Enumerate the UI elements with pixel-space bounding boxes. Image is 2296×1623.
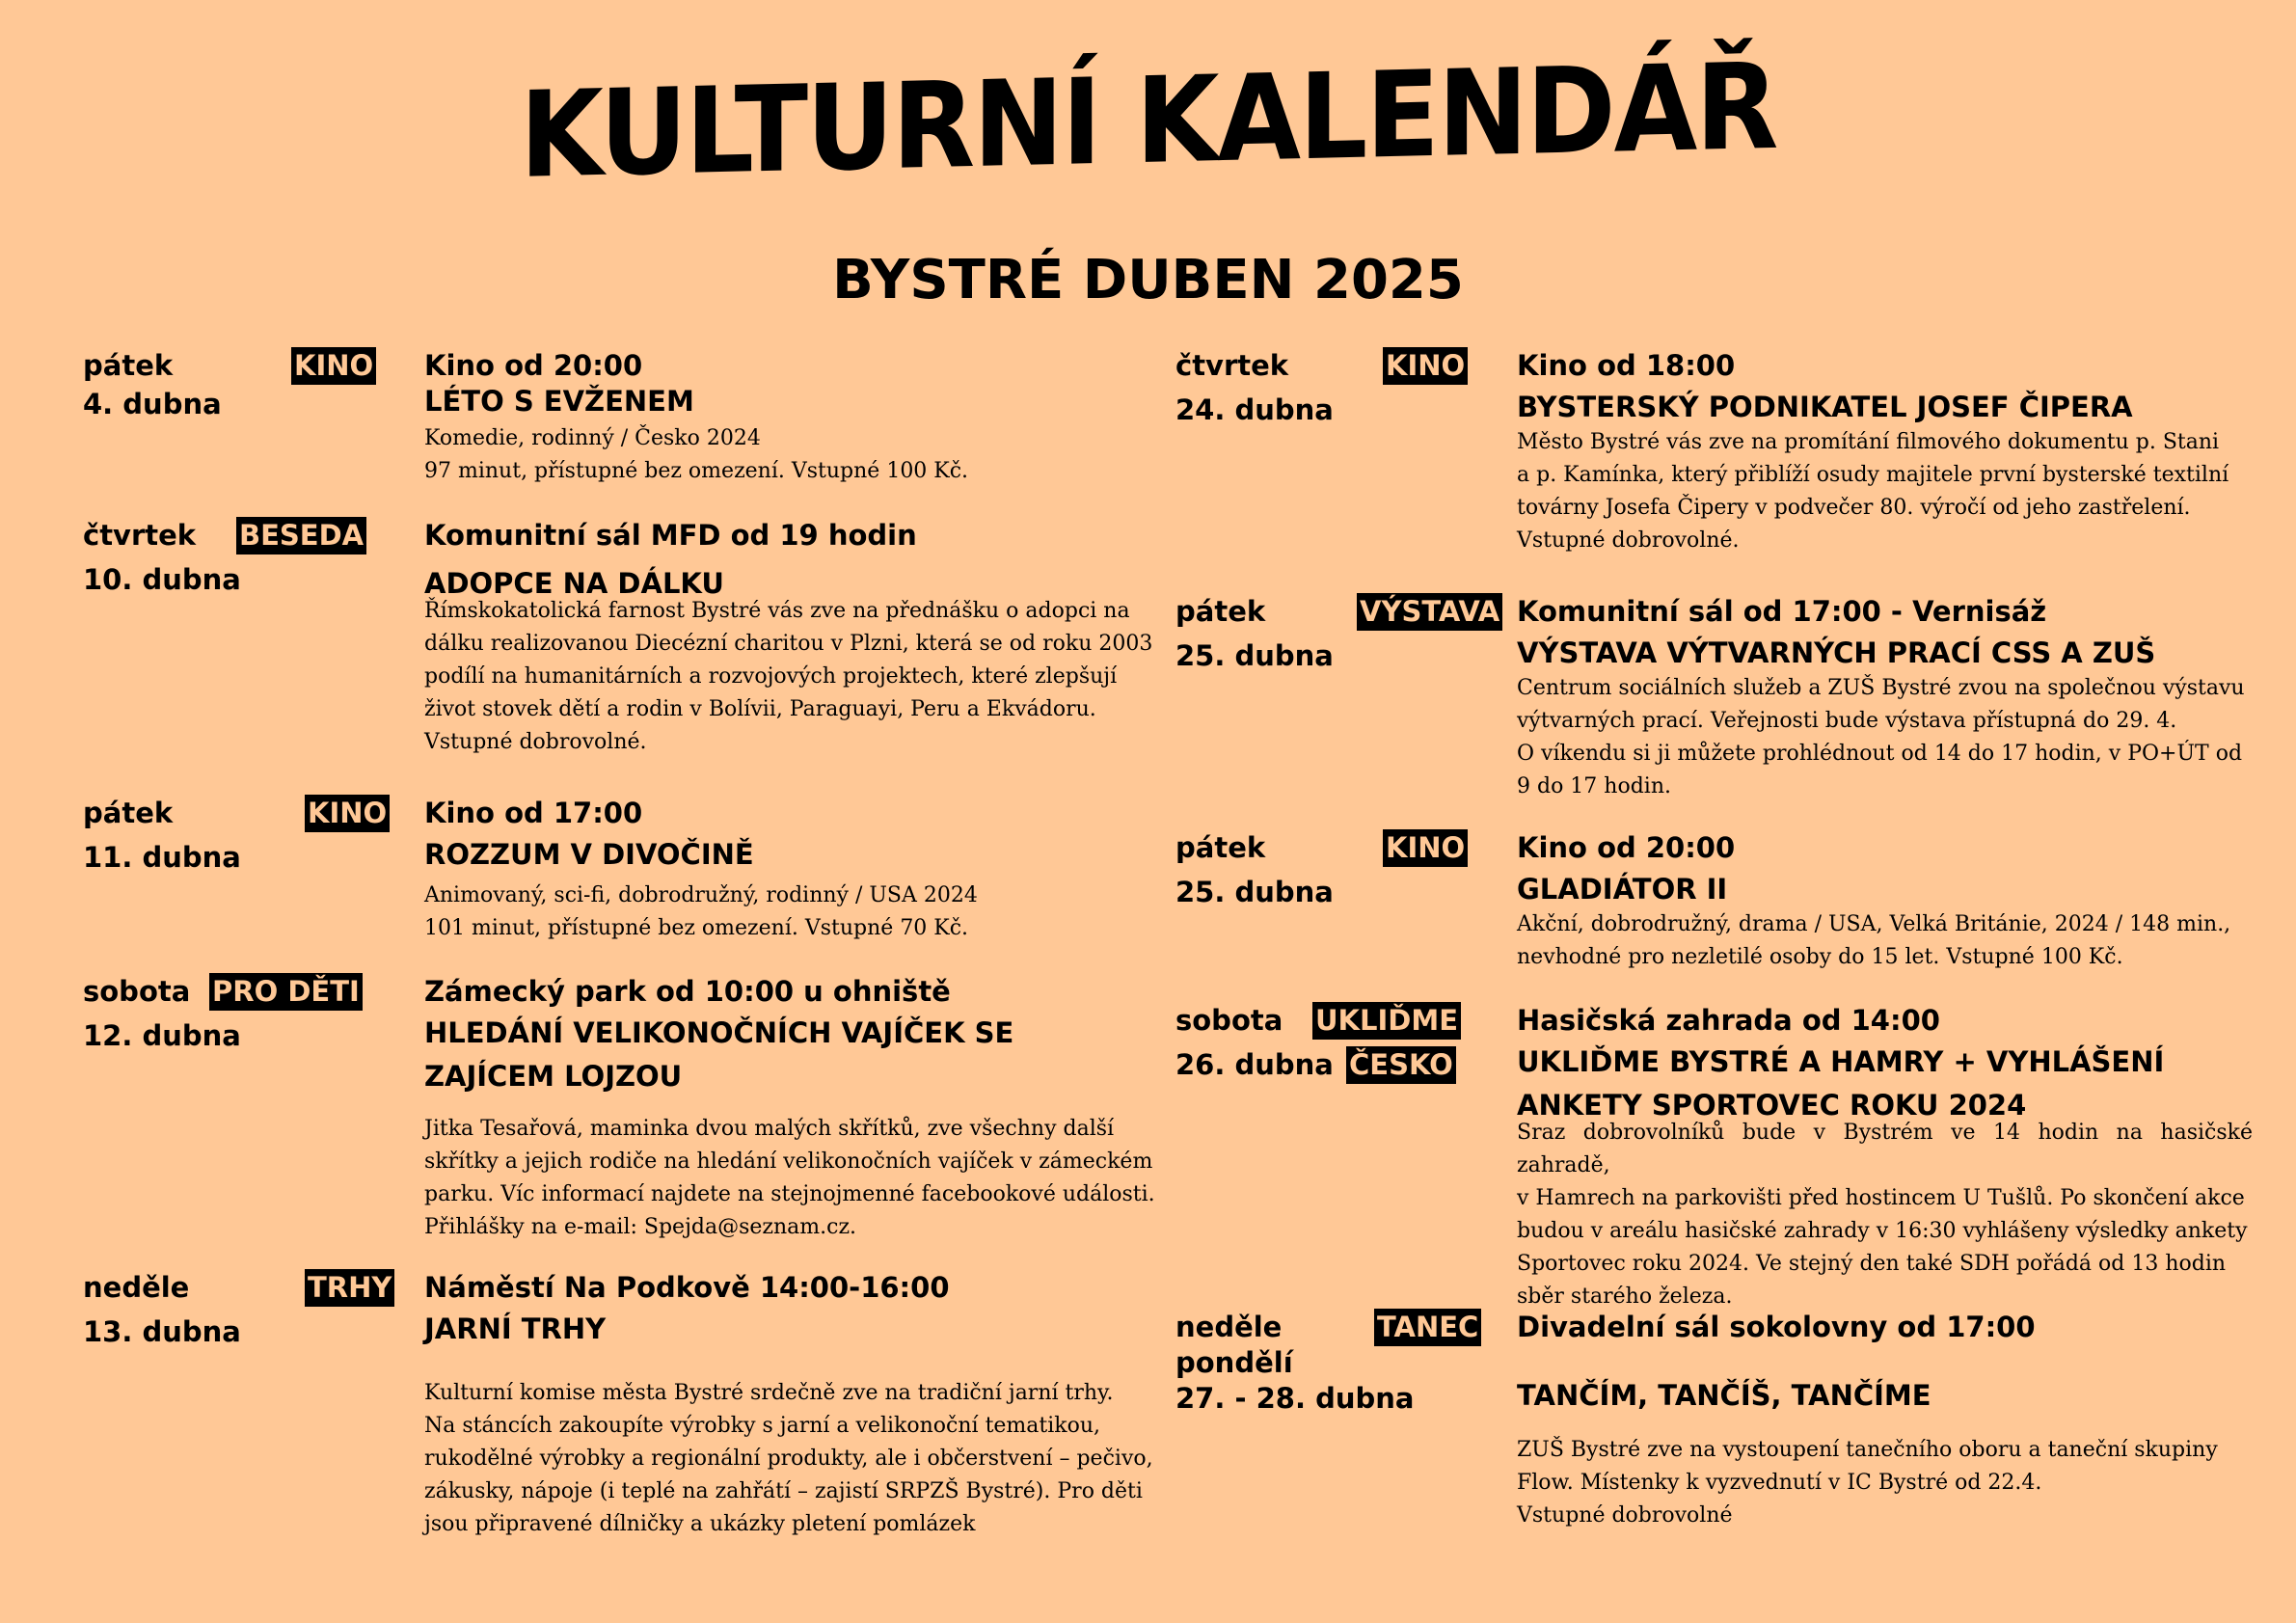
event-venue: Kino od 20:00: [1517, 831, 1736, 864]
description-line: jsou připravené dílničky a ukázky pletení pomlázek: [424, 1512, 976, 1536]
event-date: 12. dubna: [83, 1019, 241, 1052]
description-line: rukodělné výrobky a regionální produkty, ale i občerstvení – pečivo,: [424, 1447, 1153, 1471]
event-gladiator-ii: [1175, 831, 2236, 986]
event-rozzum-v-divocine: [83, 797, 1144, 951]
description-line: Kulturní komise města Bystré srdečně zve na tradiční jarní trhy.: [424, 1381, 1114, 1405]
event-title: ADOPCE NA DÁLKU: [424, 567, 724, 600]
event-day-second: pondělí: [1175, 1346, 1293, 1379]
event-day: sobota: [1175, 1004, 1283, 1037]
event-day: pátek: [1175, 595, 1266, 628]
title-block: [0, 38, 2296, 205]
event-title: LÉTO S EVŽENEM: [424, 385, 694, 418]
event-venue: Komunitní sál MFD od 19 hodin: [424, 519, 917, 552]
description-line: sběr starého železa.: [1517, 1285, 1733, 1309]
event-day: neděle: [1175, 1311, 1283, 1343]
event-date: 27. - 28. dubna: [1175, 1382, 1415, 1415]
event-description: [424, 879, 1196, 945]
event-tag: KINO: [1383, 829, 1468, 867]
event-description: [424, 595, 1157, 759]
description-line: 97 minut, přístupné bez omezení. Vstupné 100 Kč.: [424, 459, 969, 483]
event-date: 24. dubna: [1175, 393, 1334, 426]
event-tag: PRO DĚTI: [209, 973, 363, 1011]
description-line: Sportovec roku 2024. Ve stejný den také SDH pořádá od 13 hodin: [1517, 1252, 2227, 1276]
description-line: Komedie, rodinný / Česko 2024: [424, 426, 761, 450]
event-tag: KINO: [291, 347, 376, 385]
description-line: ZUŠ Bystré zve na vystoupení tanečního oboru a taneční skupiny: [1517, 1438, 2218, 1462]
event-title: TANČÍM, TANČÍŠ, TANČÍME: [1517, 1379, 1931, 1412]
event-title: JARNÍ TRHY: [424, 1312, 607, 1345]
event-leto-s-evzenem: [83, 349, 1144, 494]
description-line: dálku realizovanou Diecézní charitou v Plzni, která se od roku 2003: [424, 632, 1153, 656]
subtitle: BYSTRÉ DUBEN 2025: [832, 249, 1464, 311]
description-line: výtvarných prací. Veřejnosti bude výstava přístupná do 29. 4.: [1517, 709, 2177, 733]
event-title: BYSTERSKÝ PODNIKATEL JOSEF ČIPERA: [1517, 391, 2133, 423]
description-line: Animovaný, sci-fi, dobrodružný, rodinný / USA 2024: [424, 883, 978, 907]
description-line: parku. Víc informací najdete na stejnojmenné facebookové události.: [424, 1182, 1155, 1206]
event-venue: Divadelní sál sokolovny od 17:00: [1517, 1311, 2036, 1343]
event-venue: Náměstí Na Podkově 14:00-16:00: [424, 1271, 950, 1304]
event-date: 4. dubna: [83, 388, 222, 420]
event-venue: Zámecký park od 10:00 u ohniště: [424, 975, 951, 1008]
event-date: 10. dubna: [83, 563, 241, 596]
event-title: HLEDÁNÍ VELIKONOČNÍCH VAJÍČEK SE ZAJÍCEM LOJZOU: [424, 1016, 1014, 1093]
description-line: Přihlášky na e-mail: Spejda@seznam.cz.: [424, 1215, 857, 1239]
event-vystava-css-zus: [1175, 595, 2245, 812]
event-description: [1517, 908, 2288, 974]
event-date: 26. dubna: [1175, 1048, 1334, 1081]
event-day: pátek: [83, 797, 174, 829]
event-description: [1517, 1434, 2288, 1532]
event-hledani-vajicek: [83, 975, 1155, 1255]
event-tag: KINO: [305, 795, 390, 832]
event-day: pátek: [83, 349, 174, 382]
main-title: KULTURNÍ KALENDÁŘ: [519, 38, 1777, 205]
event-tag: TANEC: [1374, 1309, 1481, 1346]
description-line: Vstupné dobrovolné: [1517, 1503, 1733, 1528]
event-description: [424, 1377, 1196, 1541]
event-date: 25. dubna: [1175, 876, 1334, 908]
description-line: O víkendu si ji můžete prohlédnout od 14 do 17 hodin, v PO+ÚT od: [1517, 742, 2243, 766]
event-title: VÝSTAVA VÝTVARNÝCH PRACÍ CSS A ZUŠ: [1517, 636, 2156, 669]
description-line: Vstupné dobrovolné.: [424, 730, 647, 754]
event-venue: Kino od 18:00: [1517, 349, 1736, 382]
description-line: život stovek dětí a rodin v Bolívii, Paraguayi, Peru a Ekvádoru.: [424, 697, 1096, 721]
description-line: továrny Josefa Čipery v podvečer 80. výročí od jeho zastřelení.: [1517, 496, 2191, 520]
event-jarni-trhy: [83, 1271, 1153, 1551]
description-line: a p. Kamínka, který přiblíží osudy majitele první bysterské textilní: [1517, 463, 2229, 487]
event-title: ROZZUM V DIVOČINĚ: [424, 838, 754, 871]
event-venue: Kino od 20:00: [424, 349, 643, 382]
event-date: 13. dubna: [83, 1315, 241, 1348]
description-line: Římskokatolická farnost Bystré vás zve na přednášku o adopci na: [424, 599, 1130, 623]
event-tancim-tancis: [1175, 1311, 2236, 1552]
description-line: Vstupné dobrovolné.: [1517, 528, 1740, 553]
description-line: skřítky a jejich rodiče na hledání velikonočních vajíček v zámeckém: [424, 1150, 1153, 1174]
description-line: Akční, dobrodružný, drama / USA, Velká Británie, 2024 / 148 min.,: [1517, 912, 2231, 936]
description-line: 9 do 17 hodin.: [1517, 774, 1671, 798]
event-title: GLADIÁTOR II: [1517, 873, 1728, 906]
event-venue: Komunitní sál od 17:00 - Vernisáž: [1517, 595, 2047, 628]
description-line: podílí na humanitárních a rozvojových projektech, které zlepšují: [424, 664, 1118, 689]
event-description: [1517, 1117, 2253, 1313]
description-line: v Hamrech na parkovišti před hostincem U Tušlů. Po skončení akce: [1517, 1186, 2245, 1210]
description-line: nevhodné pro nezletilé osoby do 15 let. Vstupné 100 Kč.: [1517, 945, 2123, 969]
event-tag: UKLIĎME: [1312, 1002, 1461, 1040]
event-day: čtvrtek: [1175, 349, 1289, 382]
event-tag: TRHY: [305, 1269, 394, 1307]
event-tag: BESEDA: [236, 517, 366, 555]
event-day: čtvrtek: [83, 519, 197, 552]
event-venue: Hasičská zahrada od 14:00: [1517, 1004, 1940, 1037]
event-description: [424, 422, 1196, 488]
event-adopce-na-dalku: [83, 519, 1153, 760]
event-venue: Kino od 17:00: [424, 797, 643, 829]
description-line: zákusky, nápoje (i teplé na zahřátí – zajistí SRPZŠ Bystré). Pro děti: [424, 1479, 1143, 1503]
event-tag: VÝSTAVA: [1357, 593, 1502, 631]
event-day: sobota: [83, 975, 191, 1008]
description-line: Město Bystré vás zve na promítání filmového dokumentu p. Stani: [1517, 430, 2220, 454]
event-day: pátek: [1175, 831, 1266, 864]
description-line: Centrum sociálních služeb a ZUŠ Bystré zvou na společnou výstavu: [1517, 676, 2245, 700]
event-title: UKLIĎME BYSTRÉ A HAMRY + VYHLÁŠENÍ ANKETY SPORTOVEC ROKU 2024: [1517, 1045, 2165, 1122]
event-description: [1517, 426, 2269, 557]
description-line: Jitka Tesařová, maminka dvou malých skřítků, zve všechny další: [424, 1117, 1115, 1141]
event-date: 25. dubna: [1175, 639, 1334, 672]
description-line: Flow. Místenky k vyzvednutí v IC Bystré od 22.4.: [1517, 1471, 2042, 1495]
event-description: [424, 1113, 1196, 1244]
event-day: neděle: [83, 1271, 190, 1304]
event-tag: ČESKO: [1346, 1046, 1456, 1084]
event-tag: KINO: [1383, 347, 1468, 385]
event-josef-cipera: [1175, 349, 2236, 566]
event-date: 11. dubna: [83, 841, 241, 874]
event-description: [1517, 672, 2288, 803]
description-line: 101 minut, přístupné bez omezení. Vstupné 70 Kč.: [424, 916, 969, 940]
event-uklidme-bystre: [1175, 1004, 2253, 1309]
description-line: Na stáncích zakoupíte výrobky s jarní a velikonoční tematikou,: [424, 1414, 1101, 1438]
description-line: budou v areálu hasičské zahrady v 16:30 vyhlášeny výsledky ankety: [1517, 1219, 2248, 1243]
description-line: Sraz dobrovolníků bude v Bystrém ve 14 hodin na hasičské zahradě,: [1517, 1121, 2253, 1177]
